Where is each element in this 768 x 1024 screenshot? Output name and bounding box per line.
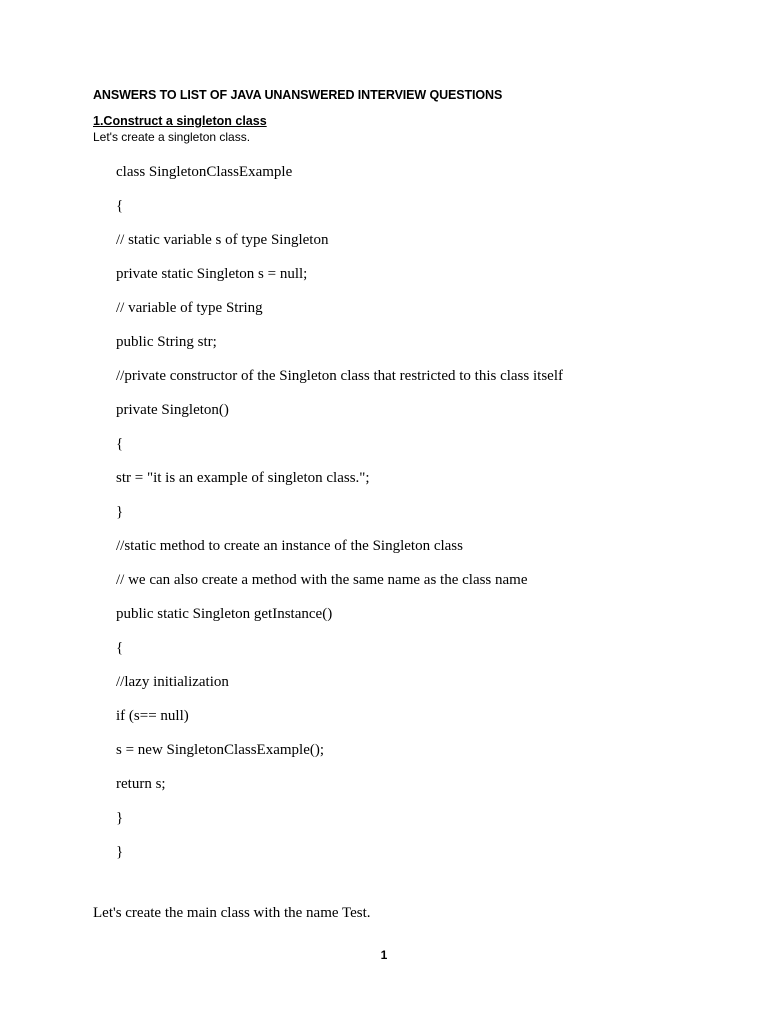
section-title: 1.Construct a singleton class (93, 114, 267, 128)
code-line: class SingletonClassExample (116, 164, 293, 180)
code-line: } (116, 844, 124, 860)
code-line: return s; (116, 776, 166, 792)
code-line: //static method to create an instance of the Singleton class (116, 538, 463, 554)
code-line: private Singleton() (116, 402, 229, 418)
code-line: // variable of type String (116, 300, 263, 316)
intro-text: Let's create a singleton class. (93, 130, 251, 144)
code-line: //private constructor of the Singleton class that restricted to this class itself (116, 368, 563, 384)
code-line: } (116, 810, 124, 826)
code-line: if (s== null) (116, 708, 189, 724)
code-line: private static Singleton s = null; (116, 266, 308, 282)
code-line: public static Singleton getInstance() (116, 606, 333, 622)
code-line: } (116, 504, 124, 520)
code-line: // we can also create a method with the same name as the class name (116, 572, 528, 588)
code-block (116, 162, 563, 876)
code-line: //lazy initialization (116, 674, 229, 690)
document-heading: ANSWERS TO LIST OF JAVA UNANSWERED INTERVIEW QUESTIONS (93, 88, 503, 102)
page-number: 1 (380, 948, 388, 962)
code-line: { (116, 436, 124, 452)
code-line: public String str; (116, 334, 217, 350)
code-line: // static variable s of type Singleton (116, 232, 329, 248)
outro-text: Let's create the main class with the name Test. (93, 905, 371, 921)
code-line: { (116, 640, 124, 656)
code-line: s = new SingletonClassExample(); (116, 742, 325, 758)
code-line: { (116, 198, 124, 214)
code-line: str = "it is an example of singleton class."; (116, 470, 370, 486)
